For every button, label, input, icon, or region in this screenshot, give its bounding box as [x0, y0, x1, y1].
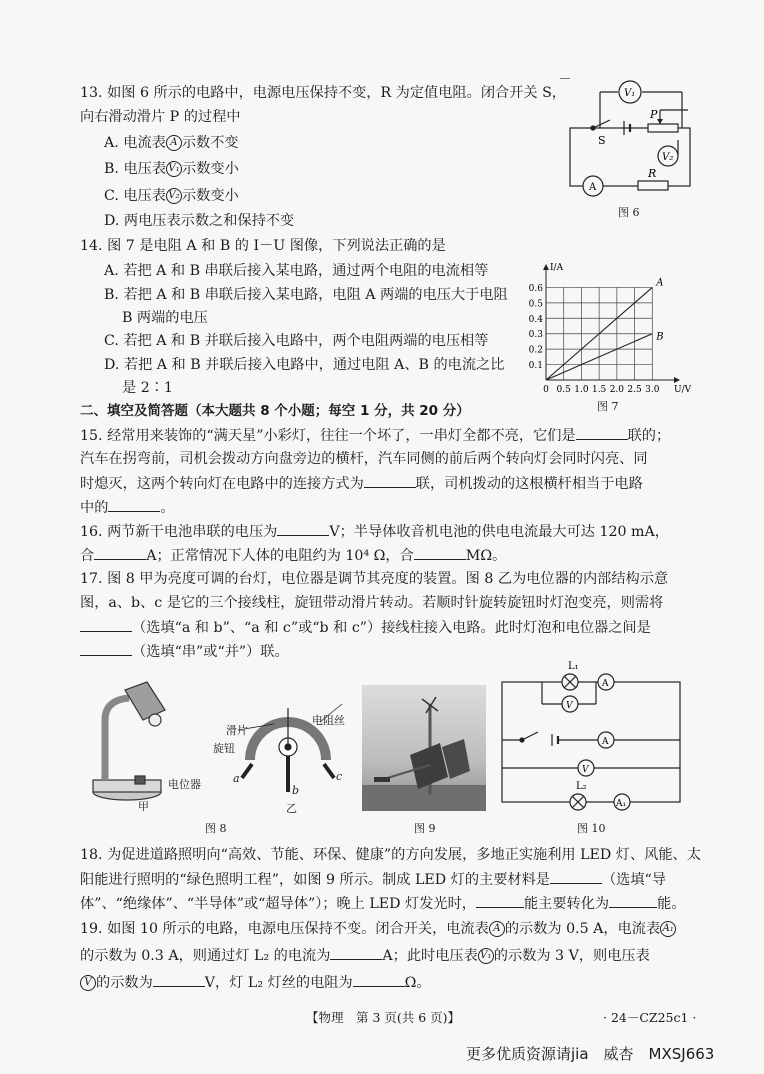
- fig10-l1-label: L₁: [568, 661, 579, 672]
- q14-option-d-line2: 是 2∶1: [122, 380, 173, 396]
- q16-line2: 合 A；正常情况下人体的电阻约为 10⁴ Ω，合 MΩ。: [80, 545, 506, 566]
- q19-blank-1[interactable]: [330, 945, 382, 960]
- y-axis-label: I/A: [550, 263, 564, 273]
- x-axis-label: U/V: [674, 385, 692, 395]
- fig6-p-label: P: [650, 108, 658, 121]
- q17-line3: （选填“a 和 b”、“a 和 c”或“b 和 c”）接线柱接入电路。此时灯泡和电位器之间是: [80, 617, 651, 638]
- ammeter-a1-symbol: A₁: [660, 921, 676, 937]
- fig10-a1-label: A₁: [616, 799, 627, 809]
- q16-blank-2[interactable]: [94, 545, 146, 560]
- fig10-v1-label: V: [582, 765, 589, 775]
- q15-line3: 时熄灭，这两个转向灯在电路中的连接方式为 联，司机拨动的这根横杆相当于电路: [80, 473, 643, 494]
- q18-blank-3[interactable]: [609, 893, 657, 908]
- figure-7-caption: 图 7: [597, 400, 619, 413]
- ammeter-symbol: A: [166, 135, 182, 151]
- fig6-r-label: R: [648, 167, 657, 180]
- q14-option-d-line1: D. 若把 A 和 B 并联后接入电路中，通过电阻 A、B 的电流之比: [104, 357, 505, 373]
- fig10-l2-label: L₂: [576, 781, 587, 792]
- y-tick-label: 0.2: [528, 345, 543, 356]
- x-tick-label: 2.5: [627, 385, 642, 395]
- q17-line4: （选填“串”或“并”）联。: [80, 641, 289, 662]
- figure-7-iu-chart: [520, 252, 700, 400]
- fig6-v2-label: V₂: [662, 152, 674, 163]
- q13-option-d: D. 两电压表示数之和保持不变: [104, 213, 295, 229]
- fig6-s-label: S: [598, 134, 606, 147]
- y-tick-label: 0.5: [528, 299, 543, 310]
- fig10-a-mid-label: A: [602, 737, 609, 747]
- voltmeter-symbol: V: [80, 975, 96, 991]
- page-footer: 【物理 第 3 页(共 6 页)】: [306, 1010, 461, 1025]
- q15-blank-1[interactable]: [576, 425, 628, 440]
- q15-blank-3[interactable]: [108, 497, 160, 512]
- fig8-knob-label: 旋钮: [213, 742, 235, 755]
- q13-option-c: C. 电压表 V₂ 示数变小: [104, 188, 239, 204]
- fig8-potentiometer-label: 电位器: [168, 778, 201, 791]
- voltmeter-v2-symbol: V₂: [166, 188, 182, 204]
- q15-blank-2[interactable]: [364, 473, 416, 488]
- x-tick-label: 1.0: [574, 385, 589, 395]
- q14-option-b-line1: B. 若把 A 和 B 串联后接入某电路，电阻 A 两端的电压大于电阻: [104, 287, 508, 303]
- q18-blank-1[interactable]: [550, 869, 602, 884]
- voltmeter-v1-symbol: V₁: [166, 161, 182, 177]
- y-tick-label: 0.6: [528, 283, 543, 294]
- q14-option-b-line2: B 两端的电压: [122, 310, 208, 326]
- fig10-a-top-label: A: [602, 679, 609, 689]
- fig8-terminal-c: c: [336, 770, 343, 783]
- figure-10-circuit: [498, 658, 688, 818]
- fig8-resistance-wire-label: 电阻丝: [312, 714, 345, 727]
- figure-8-caption: 图 8: [205, 822, 227, 835]
- q13-stem-line2: 向右滑动滑片 P 的过程中: [80, 109, 241, 125]
- resource-notice: 更多优质资源请jia 威杏 MXSJ663: [466, 1045, 715, 1063]
- series-label-B: B: [656, 331, 664, 343]
- q19-blank-3[interactable]: [353, 972, 405, 987]
- figure-10-caption: 图 10: [577, 822, 606, 835]
- y-tick-label: 0.4: [528, 314, 543, 325]
- q18-blank-2[interactable]: [476, 893, 524, 908]
- y-tick-label: 0.3: [528, 330, 543, 341]
- q14-option-c: C. 若把 A 和 B 并联后接入电路中，两个电阻两端的电压相等: [104, 333, 489, 349]
- q19-line3: V 的示数为 V，灯 L₂ 灯丝的电阻为 Ω。: [80, 972, 431, 993]
- q19-line1: 19. 如图 10 所示的电路，电源电压保持不变。闭合开关，电流表 A 的示数为 0.5 A，电流表 A₁: [80, 919, 676, 939]
- fig6-a-label: A: [589, 182, 597, 193]
- q17-blank-2[interactable]: [80, 641, 132, 656]
- ammeter-symbol: A: [489, 921, 505, 937]
- q17-blank-1[interactable]: [80, 617, 132, 632]
- x-tick-label: 0: [543, 385, 549, 395]
- q14-option-a: A. 若把 A 和 B 串联后接入某电路，通过两个电阻的电流相等: [104, 263, 489, 279]
- q18-line3: 体”、“绝缘体”、“半导体”或“超导体”）；晚上 LED 灯发光时， 能主要转化为 能。: [80, 893, 686, 914]
- q15-line4: 中的 。: [80, 497, 175, 518]
- q15-line1: 15. 经常用来装饰的“满天星”小彩灯，往往一个坏了，一串灯全都不亮，它们是 联的；: [80, 425, 670, 446]
- fig8-terminal-a: a: [233, 772, 240, 785]
- q16-line1: 16. 两节新干电池串联的电压为 V；半导体收音机电池的供电电流最大可达 120 mA，: [80, 521, 669, 542]
- q14-stem: 14. 图 7 是电阻 A 和 B 的 I－U 图像，下列说法正确的是: [80, 238, 446, 254]
- y-tick-label: 0.1: [528, 361, 543, 372]
- q18-line2: 阳能进行照明的“绿色照明工程”，如图 9 所示。制成 LED 灯的主要材料是 （选填“导: [80, 869, 666, 890]
- figure-9-caption: 图 9: [414, 822, 436, 835]
- figure-9-photo: [362, 685, 486, 811]
- q18-line1: 18. 为促进道路照明向“高效、节能、环保、健康”的方向发展，多地正实施利用 LED 灯、风能、太: [80, 847, 701, 863]
- fig8-jia-label: 甲: [138, 800, 149, 813]
- q13-stem-line1: 13. 如图 6 所示的电路中，电源电压保持不变，R 为定值电阻。闭合开关 S，: [80, 85, 566, 101]
- page-code: · 24－CZ25c1 ·: [603, 1010, 697, 1025]
- fig6-v1-label: V₁: [624, 88, 636, 99]
- fig8-slider-label: 滑片: [226, 724, 248, 737]
- q13-option-a: A. 电流表 A 示数不变: [104, 135, 239, 151]
- q19-line2: 的示数为 0.3 A，则通过灯 L₂ 的电流为 A；此时电压表 V₁ 的示数为 3 V，则电压表: [80, 945, 650, 966]
- voltmeter-v1-symbol: V₁: [478, 948, 494, 964]
- y-axis-arrow: [543, 264, 549, 270]
- q16-blank-1[interactable]: [277, 521, 329, 536]
- x-tick-label: 2.0: [609, 385, 625, 395]
- x-tick-label: 1.5: [591, 385, 607, 395]
- q17-line1: 17. 图 8 甲为亮度可调的台灯，电位器是调节其亮度的装置。图 8 乙为电位器的内部结构示意: [80, 571, 669, 587]
- figure-6-caption: 图 6: [618, 206, 640, 219]
- fig10-v-top-label: V: [566, 701, 573, 711]
- q16-blank-3[interactable]: [414, 545, 466, 560]
- q15-line2: 汽车在拐弯前，司机会拨动方向盘旁边的横杆，汽车同侧的前后两个转向灯会同时闪亮、同: [80, 451, 648, 467]
- figure-6-circuit: [560, 78, 700, 223]
- fig8-terminal-b: b: [292, 784, 300, 797]
- section-2-heading: 二、填空及简答题（本大题共 8 个小题；每空 1 分，共 20 分）: [80, 403, 470, 419]
- fig8-yi-label: 乙: [286, 802, 297, 815]
- series-label-A: A: [656, 277, 664, 289]
- x-tick-label: 0.5: [556, 385, 571, 395]
- x-axis-arrow: [674, 377, 680, 383]
- x-tick-label: 3.0: [645, 385, 660, 395]
- q19-blank-2[interactable]: [153, 972, 205, 987]
- q13-option-b: B. 电压表 V₁ 示数变小: [104, 161, 239, 177]
- q17-line2: 图，a、b、c 是它的三个接线柱，旋钮带动滑片转动。若顺时针旋转旋钮时灯泡变亮，则需将: [80, 595, 664, 611]
